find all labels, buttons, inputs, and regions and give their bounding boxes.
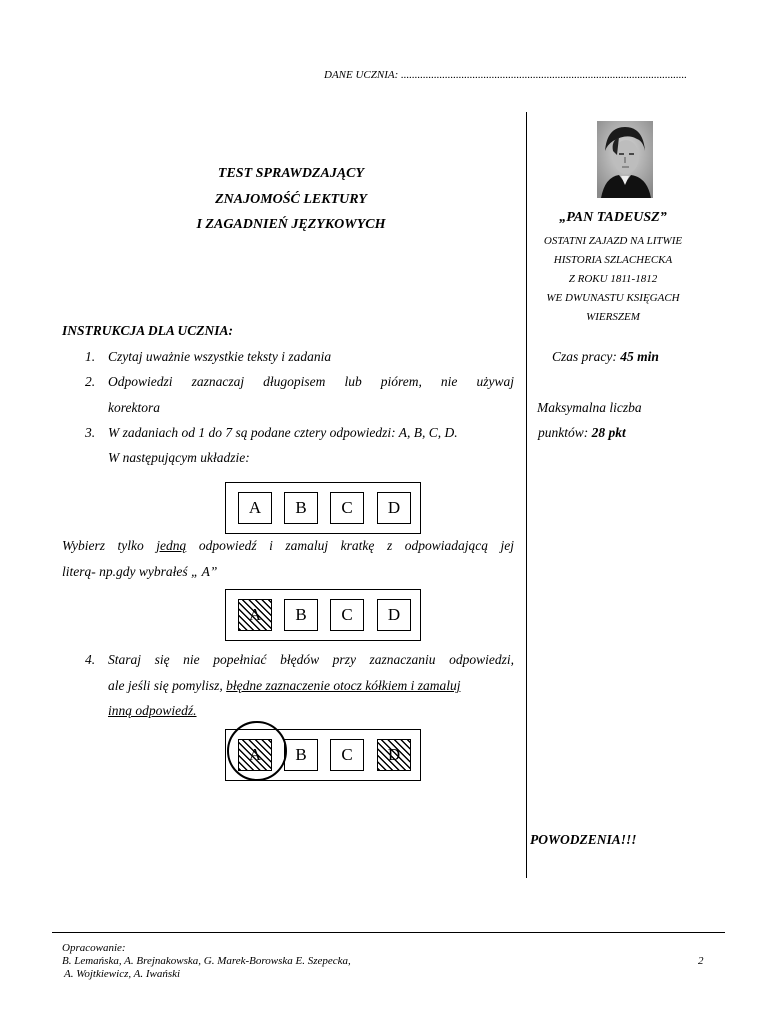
item4-text-pre: ale jeśli się pomylisz, <box>108 678 227 693</box>
instructions-heading: INSTRUKCJA DLA UCZNIA: <box>62 323 234 338</box>
instruction-item-2-cont: korektora <box>108 400 160 415</box>
instruction-item-3: W zadaniach od 1 do 7 są podane cztery odpowiedzi: A, B, C, D. <box>108 425 458 440</box>
student-data-field <box>324 69 687 81</box>
page-number: 2 <box>698 955 704 967</box>
book-subtitle-line: WIERSZEM <box>586 311 640 323</box>
instruction-item-4: Staraj się nie popełniać błędów przy zaznaczaniu odpowiedzi, <box>108 652 514 667</box>
answer-example-corrected <box>225 729 421 781</box>
answer-cell-a-marked: A <box>238 599 272 631</box>
test-subtitle-2: I ZAGADNIEŃ JĘZYKOWYCH <box>196 217 386 232</box>
answer-cell-c: C <box>330 599 364 631</box>
book-subtitle-line: OSTATNI ZAJAZD NA LITWIE <box>543 235 683 247</box>
instruction-item-3-cont: W następującym układzie: <box>108 450 250 465</box>
answer-cell-a-circled: A <box>238 739 272 771</box>
instruction-item-4-cont2 <box>108 703 197 719</box>
student-data-label: DANE UCZNIA: <box>324 69 399 81</box>
choose-text-underlined: jedną <box>156 538 187 553</box>
footer-credits-authors: B. Lemańska, A. Brejnakowska, G. Marek-Borowska E. Szepecka, <box>62 955 351 967</box>
points-value: 28 pkt <box>591 425 626 440</box>
instruction-item-4-cont <box>108 678 460 694</box>
time-label: Czas pracy: <box>552 349 617 364</box>
instruction-item-1: Czytaj uważnie wszystkie teksty i zadania <box>108 349 332 364</box>
item4-text-underlined: błędne zaznaczenie otocz kółkiem i zamaluj <box>226 678 461 693</box>
student-data-dots: ........................................................................................................ <box>401 69 687 81</box>
answer-example-marked <box>225 589 421 641</box>
item-number: 4. <box>85 652 96 667</box>
choose-text-post: odpowiedź i zamaluj kratkę z odpowiadającą jej <box>186 538 514 553</box>
answer-cell-b: B <box>284 599 318 631</box>
item-number: 1. <box>85 349 96 364</box>
choose-instruction-cont: literą- np.gdy wybrałeś „ A” <box>62 564 218 579</box>
answer-cell-d: D <box>377 599 411 631</box>
book-subtitle-line: Z ROKU 1811-1812 <box>568 273 658 285</box>
answer-cell-a: A <box>238 492 272 524</box>
instruction-item-2: Odpowiedzi zaznaczaj długopisem lub piórem, nie używaj <box>108 374 514 389</box>
answer-cell-d: D <box>377 492 411 524</box>
book-subtitle-line: HISTORIA SZLACHECKA <box>553 254 673 266</box>
choose-instruction <box>62 538 514 554</box>
answer-cell-c: C <box>330 492 364 524</box>
answer-cell-d-marked: D <box>377 739 411 771</box>
book-title: „PAN TADEUSZ” <box>559 210 667 225</box>
answer-cell-c: C <box>330 739 364 771</box>
correction-circle <box>227 721 287 781</box>
answer-cell-b: B <box>284 739 318 771</box>
time-info <box>552 349 659 365</box>
footer-credits-label: Opracowanie: <box>62 942 126 954</box>
book-subtitle-line: WE DWUNASTU KSIĘGACH <box>546 292 680 304</box>
footer-divider <box>52 932 725 933</box>
answer-example-empty <box>225 482 421 534</box>
item4-text-underlined-2: inną odpowiedź. <box>108 703 197 718</box>
max-points-info <box>538 425 626 441</box>
footer-credits-authors-cont: A. Wojtkiewicz, A. Iwański <box>64 968 181 980</box>
max-points-label: Maksymalna liczba <box>537 400 642 415</box>
column-divider <box>526 112 527 878</box>
good-luck-text: POWODZENIA!!! <box>530 832 637 847</box>
test-subtitle-1: ZNAJOMOŚĆ LEKTURY <box>215 192 367 207</box>
item-number: 2. <box>85 374 96 389</box>
portrait-photo-icon <box>597 121 653 198</box>
time-value: 45 min <box>620 349 659 364</box>
answer-cell-b: B <box>284 492 318 524</box>
item-number: 3. <box>85 425 96 440</box>
test-title: TEST SPRAWDZAJĄCY <box>217 166 365 181</box>
choose-text-pre: Wybierz tylko <box>62 538 157 553</box>
points-label: punktów: <box>538 425 589 440</box>
